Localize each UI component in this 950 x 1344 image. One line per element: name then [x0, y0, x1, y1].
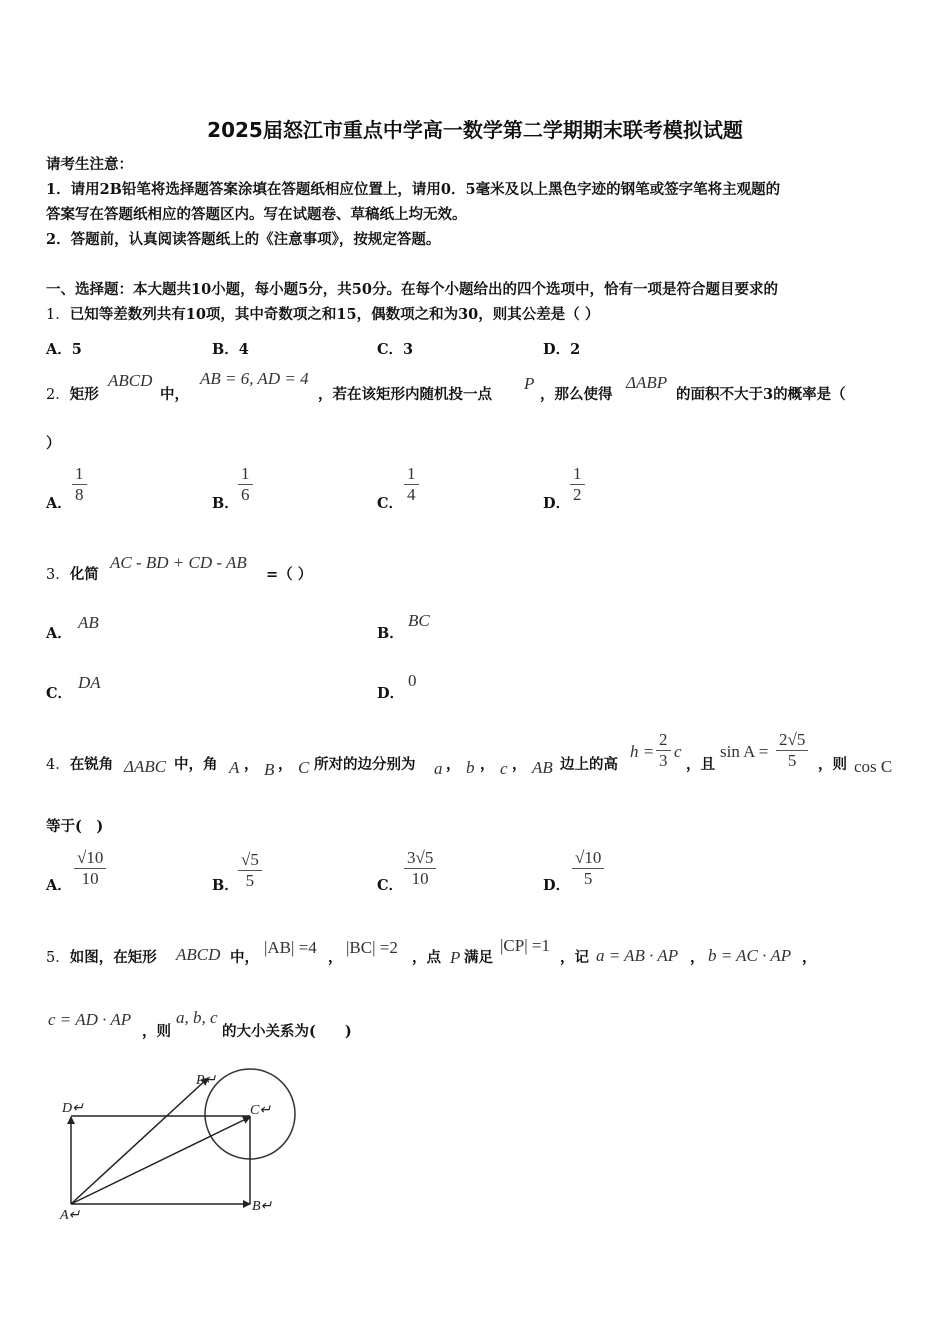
q4-option-c: C．: [377, 877, 404, 894]
q5-math-abcd: ABCD: [176, 945, 221, 964]
q5-math-ab: |AB| =4: [264, 938, 317, 957]
q2-option-d: D．: [543, 495, 571, 512]
q4-text-2: 中，角: [174, 756, 218, 773]
q2-text-6: ）: [46, 435, 61, 452]
q4-option-d: D．: [543, 877, 571, 894]
q4-fraction-sin: 2√5 5: [776, 730, 808, 771]
q2-text-4: ，那么使得: [540, 386, 613, 403]
q3-option-a: A．: [46, 625, 72, 642]
q3-option-d: D．: [377, 685, 405, 702]
q4-text-6: ，: [446, 756, 461, 773]
notice-line-2: 2．答题前，认真阅读答题纸上的《注意事项》，按规定答题。: [46, 231, 441, 248]
q5-text-2: 中，: [230, 949, 259, 966]
vector-ac: [71, 1117, 250, 1204]
q2-option-c: C．: [377, 495, 404, 512]
q3-text-2: =（ ）: [266, 566, 313, 583]
q2-math-abcd: ABCD: [108, 371, 153, 390]
q4-text-8: ，: [512, 756, 527, 773]
q2-math-abp: ΔABP: [626, 373, 668, 392]
label-a: A↵: [60, 1208, 81, 1223]
q2-fraction-a: 1 8: [72, 464, 87, 505]
q4-text-11: ，则: [818, 756, 847, 773]
q2-text-2: 中，: [160, 386, 189, 403]
q2-option-b: B．: [212, 495, 239, 512]
q3-math-expression: AC - BD + CD - AB: [110, 553, 247, 572]
q4-fraction-c: 3√5 10: [404, 848, 436, 889]
q1-option-b: B．4: [212, 341, 249, 358]
q4-text-12: 等于( ): [46, 818, 104, 835]
q4-text-10: ，且: [686, 756, 715, 773]
q4-text-7: ，: [480, 756, 495, 773]
q5-text-7: ，: [690, 949, 705, 966]
q1-option-d: D．2: [543, 341, 581, 358]
q2-math-ab-ad: AB = 6, AD = 4: [200, 369, 309, 388]
q2-text-3: ，若在该矩形内随机投一点: [318, 386, 492, 403]
q1-number: 1．: [46, 307, 70, 323]
q3-number: 3．化简: [46, 566, 99, 583]
q3-option-b-math: BC: [408, 611, 430, 630]
q4-math-side-a: a: [434, 759, 443, 778]
q4-math-hc: c: [674, 742, 682, 761]
q2-text-5: 的面积不大于3的概率是（: [676, 386, 846, 403]
q4-option-a: A．: [46, 877, 72, 894]
q4-math-c: C: [298, 758, 310, 777]
label-b: B↵: [252, 1199, 273, 1214]
q2-option-a: A．: [46, 495, 72, 512]
q4-math-side-b: b: [466, 758, 475, 777]
vector-ap: [71, 1078, 208, 1204]
q5-math-bc: |BC| =2: [346, 938, 398, 957]
q5-math-p: P: [450, 948, 461, 967]
q4-math-abc: ΔABC: [124, 757, 167, 776]
q4-math-a: A: [229, 758, 240, 777]
q5-math-c: c = AD · AP: [48, 1010, 132, 1029]
label-c: C↵: [250, 1103, 272, 1118]
q3-option-d-math: 0: [408, 671, 417, 690]
notice-heading: 请考生注意：: [46, 156, 133, 173]
q2-math-p: P: [524, 374, 535, 393]
page-title: 2025届怒江市重点中学高一数学第二学期期末联考模拟试题: [207, 118, 743, 142]
notice-line-1a: 1．请用2B铅笔将选择题答案涂填在答题纸相应位置上，请用0．5毫米及以上黑色字迹的钢笔或签字笔将主观题的: [46, 181, 781, 198]
q5-math-a: a = AB · AP: [596, 946, 679, 965]
q5-text-5: 满足: [464, 949, 493, 966]
q3-option-c-math: DA: [78, 673, 101, 692]
q1-option-a: A．5: [46, 341, 82, 358]
q2-fraction-b: 1 6: [238, 464, 253, 505]
label-d: D↵: [62, 1101, 84, 1116]
q2-number: 2．矩形: [46, 386, 99, 403]
q5-math-b: b = AC · AP: [708, 946, 792, 965]
section-heading: 一、选择题：本大题共10小题，每小题5分，共50分。在每个小题给出的四个选项中，恰有一项是符合题目要求的: [46, 281, 778, 298]
q4-text-5: 所对的边分别为: [314, 756, 416, 773]
q3-option-b: B．: [377, 625, 404, 642]
q3-option-a-math: AB: [78, 613, 99, 632]
q5-text-6: ，记: [560, 949, 589, 966]
q4-fraction-b: √5 5: [238, 850, 262, 891]
q5-math-abc: a, b, c: [176, 1008, 218, 1027]
q4-text-9: 边上的高: [560, 756, 618, 773]
q4-math-h: h =: [630, 742, 655, 761]
q5-text-4: ，点: [412, 949, 441, 966]
q5-text-3: ，: [328, 949, 343, 966]
q2-fraction-d: 1 2: [570, 464, 585, 505]
label-p: P↵: [196, 1073, 217, 1088]
q4-text-3: ，: [244, 756, 259, 773]
q4-fraction-d: √10 5: [572, 848, 604, 889]
q4-math-side-c: c: [500, 759, 508, 778]
q1-option-c: C．3: [377, 341, 414, 358]
q4-fraction-h: 2 3: [656, 730, 671, 771]
q3-option-c: C．: [46, 685, 73, 702]
notice-line-1b: 答案写在答题纸相应的答题区内。写在试题卷、草稿纸上均无效。: [46, 206, 467, 223]
q1-text: 已知等差数列共有10项，其中奇数项之和15，偶数项之和为30，则其公差是（ ）: [69, 306, 600, 323]
q5-text-9: ，则: [142, 1023, 171, 1040]
q5-figure: [50, 1062, 310, 1227]
q5-text-10: 的大小关系为( ): [222, 1023, 352, 1040]
q5-number: 5．如图，在矩形: [46, 949, 157, 966]
q4-math-cosc: cos C: [854, 757, 893, 776]
q4-math-b: B: [264, 760, 275, 779]
q5-text-8: ，: [802, 949, 817, 966]
q2-fraction-c: 1 4: [404, 464, 419, 505]
q5-math-cp: |CP| =1: [500, 936, 550, 955]
question-1: [46, 303, 599, 324]
q4-option-b: B．: [212, 877, 239, 894]
q4-math-sin: sin A =: [720, 742, 769, 761]
q4-text-4: ，: [278, 756, 293, 773]
q4-math-ab: AB: [532, 758, 553, 777]
q4-number: 4．在锐角: [46, 756, 114, 773]
q4-fraction-a: √10 10: [74, 848, 106, 889]
